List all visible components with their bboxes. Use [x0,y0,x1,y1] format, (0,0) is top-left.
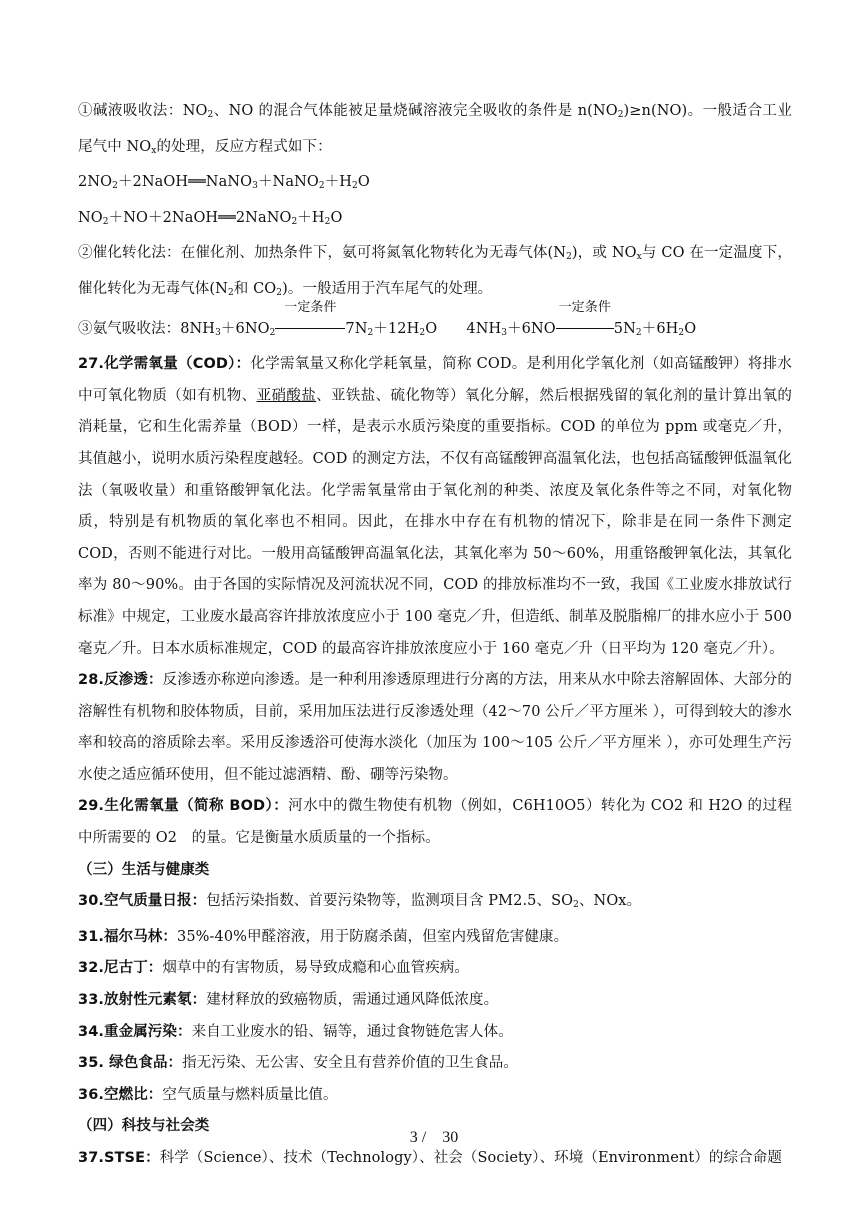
page-number: 3 / 30 [409,1129,459,1146]
paragraph-catalytic-conversion: ②催化转化法：在催化剂、加热条件下，氨可将氮氧化物转化为无毒气体$(N_2)$，或 $NO_x$与 CO 在一定温度下，催化转化为无毒气体($N_2$和 $CO_2$)。一般适用于汽车尾气的处理。 [78,245,792,298]
reaction-condition-arrow: 一定条件 [556,314,614,346]
item-27-cod: 27.化学需氧量（COD）：化学需氧量又称化学耗氧量，简称 COD。是利用化学氧化剂（如高锰酸钾）将排水中可氧化物质（如有机物、亚硝酸盐、亚铁盐、硫化物等）氧化分解，然后根据残留的氧化剂的量计算出氧的消耗量，它和生化需养量（BOD）一样，是表示水质污染度的重要指标。COD 的单位为 ppm 或毫克／升，其值越小，说明水质污染程度越轻。COD 的测定方法，不仅有高锰酸钾高温氧化法，也包括高锰酸钾低温氧化法（氧吸收量）和重铬酸钾氧化法。化学需氧量常由于氧化剂的种类、浓度及氧化条件等之不同，对氧化物质，特别是有机物质的氧化率也不相同。因此，在排水中存在有机物的情况下，除非是在同一条件下测定 COD，否则不能进行对比。一般用高锰酸钾高温氧化法，其氧化率为 50～60%，用重铬酸钾氧化法，其氧化率为 80～90%。由于各国的实际情况及河流状况不同，COD 的排放标准均不一致，我国《工业废水排放试行标准》中规定，工业废水最高容许排放浓度应小于 100 毫克／升，但造纸、制革及脱脂棉厂的排水应小于 500 毫克／升。日本水质标准规定，COD 的最高容许排放浓度应小于 160 毫克／升（日平均为 120 毫克／升）。 [78,356,793,657]
link-nitrite[interactable]: 亚硝酸盐 [256,387,317,404]
paragraph-alkali-absorption: ①碱液吸收法：$NO_2$、NO 的混合气体能被足量烧碱溶液完全吸收的条件是 $n(NO_2)\ge n(NO)$。一般适合工业尾气中 $NO_x$的处理，反应方程式如下： [78,103,792,156]
item-28-reverse-osmosis: 28.反渗透：反渗透亦称逆向渗透。是一种利用渗透原理进行分离的方法，用来从水中除去溶解固体、大部分的溶解性有机物和胶体物质，目前，采用加压法进行反渗透处理（42～70 公斤／平方厘米 ），可得到较大的渗水率和较高的溶质除去率。采用反渗透浴可使海水淡化（加压为 100～105 公斤／平方厘米 ），亦可处理生产污水使之适应循环使用，但不能过滤酒精、酚、硼等污染物。 [78,672,792,783]
item-number: 27. [78,356,104,373]
item-29-bod: 29.生化需氧量（简称 BOD）：河水中的微生物使有机物（例如，C6H10O5）转化为 CO2 和 H2O 的过程中所需要的 O2 的量。它是衡量水质质量的一个指标。 [78,798,792,847]
equation-2: $NO_2+NO+2NaOH══2NaNO_2+H_2O$ [78,209,343,227]
paragraph-ammonia-absorption: ③氨气吸收法：$8NH_3+6NO_2$ 一定条件 $7N_2+12H_2O$ $4NH_3+6NO$ 一定条件 $5N_2+6H_2O$ [78,314,792,350]
item-36-air-fuel-ratio: 36.空燃比：空气质量与燃料质量比值。 [78,1086,338,1103]
item-33-radon: 33.放射性元素氡：建材释放的致癌物质，需通过通风降低浓度。 [78,992,499,1009]
reaction-condition-arrow: 一定条件 [275,314,345,346]
item-term: 生化需氧量（简称 BOD）： [104,798,289,815]
section-heading-life-health: （三）生活与健康类 [78,861,210,878]
item-32-nicotine: 32.尼古丁：烟草中的有害物质，易导致成瘾和心血管疾病。 [78,960,470,977]
item-37-stse: 37.STSE：科学（Science）、技术（Technology）、社会（Society）、环境（Environment）的综合命题 [78,1150,782,1166]
item-35-green-food: 35. 绿色食品：指无污染、无公害、安全且有营养价值的卫生食品。 [78,1055,518,1072]
item-30-air-quality: 30.空气质量日报：包括污染指数、首要污染物等，监测项目含 PM2.5、$SO_2$、NOx。 [78,893,642,911]
item-31-formalin: 31.福尔马林：35%-40%甲醛溶液，用于防腐杀菌，但室内残留危害健康。 [78,928,569,945]
page-body [78,96,792,1175]
item-34-heavy-metal: 34.重金属污染：来自工业废水的铅、镉等，通过食物链危害人体。 [78,1023,513,1040]
item-number: 29. [78,798,104,815]
item-number: 28. [78,672,104,689]
item-term: 化学需氧量（COD）： [104,356,251,373]
equation-1: $2NO_2+2NaOH══NaNO_3+NaNO_2+H_2O$ [78,174,370,192]
section-heading-tech-society: （四）科技与社会类 [78,1118,210,1135]
item-term: 反渗透： [104,672,163,689]
